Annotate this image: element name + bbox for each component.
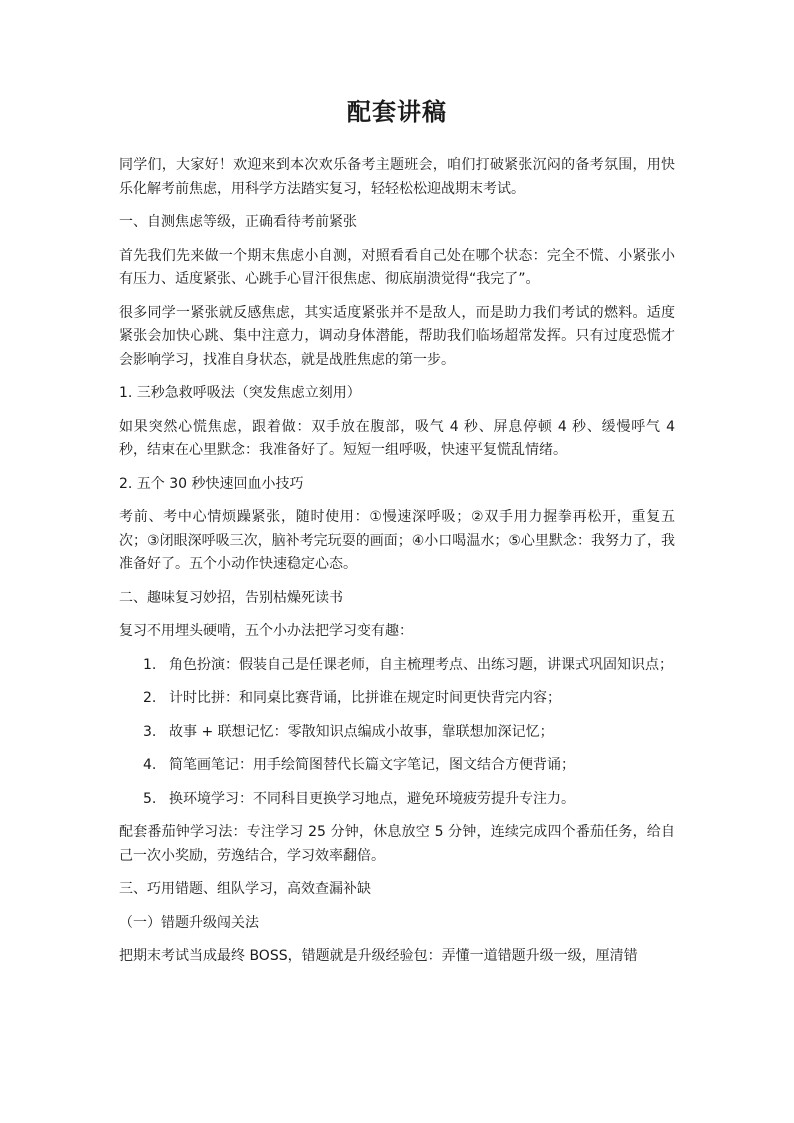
list-item (119, 687, 675, 711)
list-item (119, 754, 675, 778)
list-item-text: 角色扮演：假装自己是任课老师，自主梳理考点、出练习题，讲课式巩固知识点； (169, 656, 673, 673)
section1-paragraph-1: 首先我们先来做一个期末焦虑小自测，对照看看自己处在哪个状态：完全不慌、小紧张小有压力、适度紧张、心跳手心冒汗很焦虑、彻底崩溃觉得“我完了”。 (119, 247, 675, 287)
list-item-text: 故事 + 联想记忆：零散知识点编成小故事，靠联想加深记忆； (169, 723, 554, 740)
wrong-questions-text: 把期末考试当成最终 BOSS，错题就是升级经验包：弄懂一道错题升级一级，厘清错 (119, 948, 638, 964)
section3-heading: 三、巧用错题、组队学习，高效查漏补缺 (119, 881, 371, 897)
section2-lead: 复习不用埋头硬啃，五个小办法把学习变有趣： (119, 623, 413, 639)
list-item-text: 简笔画笔记：用手绘简图替代长篇文字笔记，图文结合方便背诵； (169, 757, 575, 773)
list-item (119, 721, 675, 745)
list-item-number: 4. (143, 757, 157, 773)
list-item-number: 3. (143, 723, 157, 740)
section1-heading: 一、自测焦虑等级，正确看待考前紧张 (119, 214, 357, 230)
section2-heading: 二、趣味复习妙招，告别枯燥死读书 (119, 589, 343, 606)
section1-paragraph-2: 很多同学一紧张就反感焦虑，其实适度紧张并不是敌人，而是助力我们考试的燃料。适度紧张会加快心跳、集中注意力，调动身体潜能，帮助我们临场超常发挥。只有过度恐慌才会影响学习，找准自身状态，就是战胜焦虑的第一步。 (119, 304, 675, 368)
list-item-text: 计时比拼：和同桌比赛背诵，比拼谁在规定时间更快背完内容； (169, 690, 561, 706)
quick-tips-text: 考前、考中心情烦躁紧张，随时使用：①慢速深呼吸；②双手用力握拳再松开，重复五次；③闭眼深呼吸三次，脑补考完玩耍的画面；④小口喝温水；⑤心里默念：我努力了，我准备好了。五个小动作快速稳定心态。 (119, 509, 675, 572)
tomato-method-paragraph: 配套番茄钟学习法：专注学习 25 分钟，休息放空 5 分钟，连续完成四个番茄任务，给自己一次小奖励，劳逸结合，学习效率翻倍。 (119, 824, 675, 864)
list-item-number: 5. (143, 790, 157, 807)
review-methods-list (119, 654, 675, 812)
page-title: 配套讲稿 (347, 98, 447, 126)
list-item (119, 788, 675, 812)
document-page (119, 92, 675, 979)
list-item-number: 2. (143, 690, 157, 706)
breathing-method-text: 如果突然心慌焦虑，跟着做：双手放在腹部，吸气 4 秒、屏息停顿 4 秒、缓慢呼气 4 秒，结束在心里默念：我准备好了。短短一组呼吸，快速平复慌乱情绪。 (119, 418, 675, 458)
list-item (119, 654, 675, 678)
breathing-method-heading: 1. 三秒急救呼吸法（突发焦虑立刻用） (119, 385, 361, 401)
quick-tips-heading: 2. 五个 30 秒快速回血小技巧 (119, 475, 304, 492)
list-item-number: 1. (143, 656, 157, 673)
wrong-questions-heading: （一）错题升级闯关法 (119, 914, 259, 931)
list-item-text: 换环境学习：不同科目更换学习地点，避免环境疲劳提升专注力。 (169, 790, 575, 807)
intro-paragraph: 同学们，大家好！欢迎来到本次欢乐备考主题班会，咱们打破紧张沉闷的备考氛围，用快乐化解考前焦虑，用科学方法踏实复习，轻轻松松迎战期末考试。 (119, 157, 675, 197)
